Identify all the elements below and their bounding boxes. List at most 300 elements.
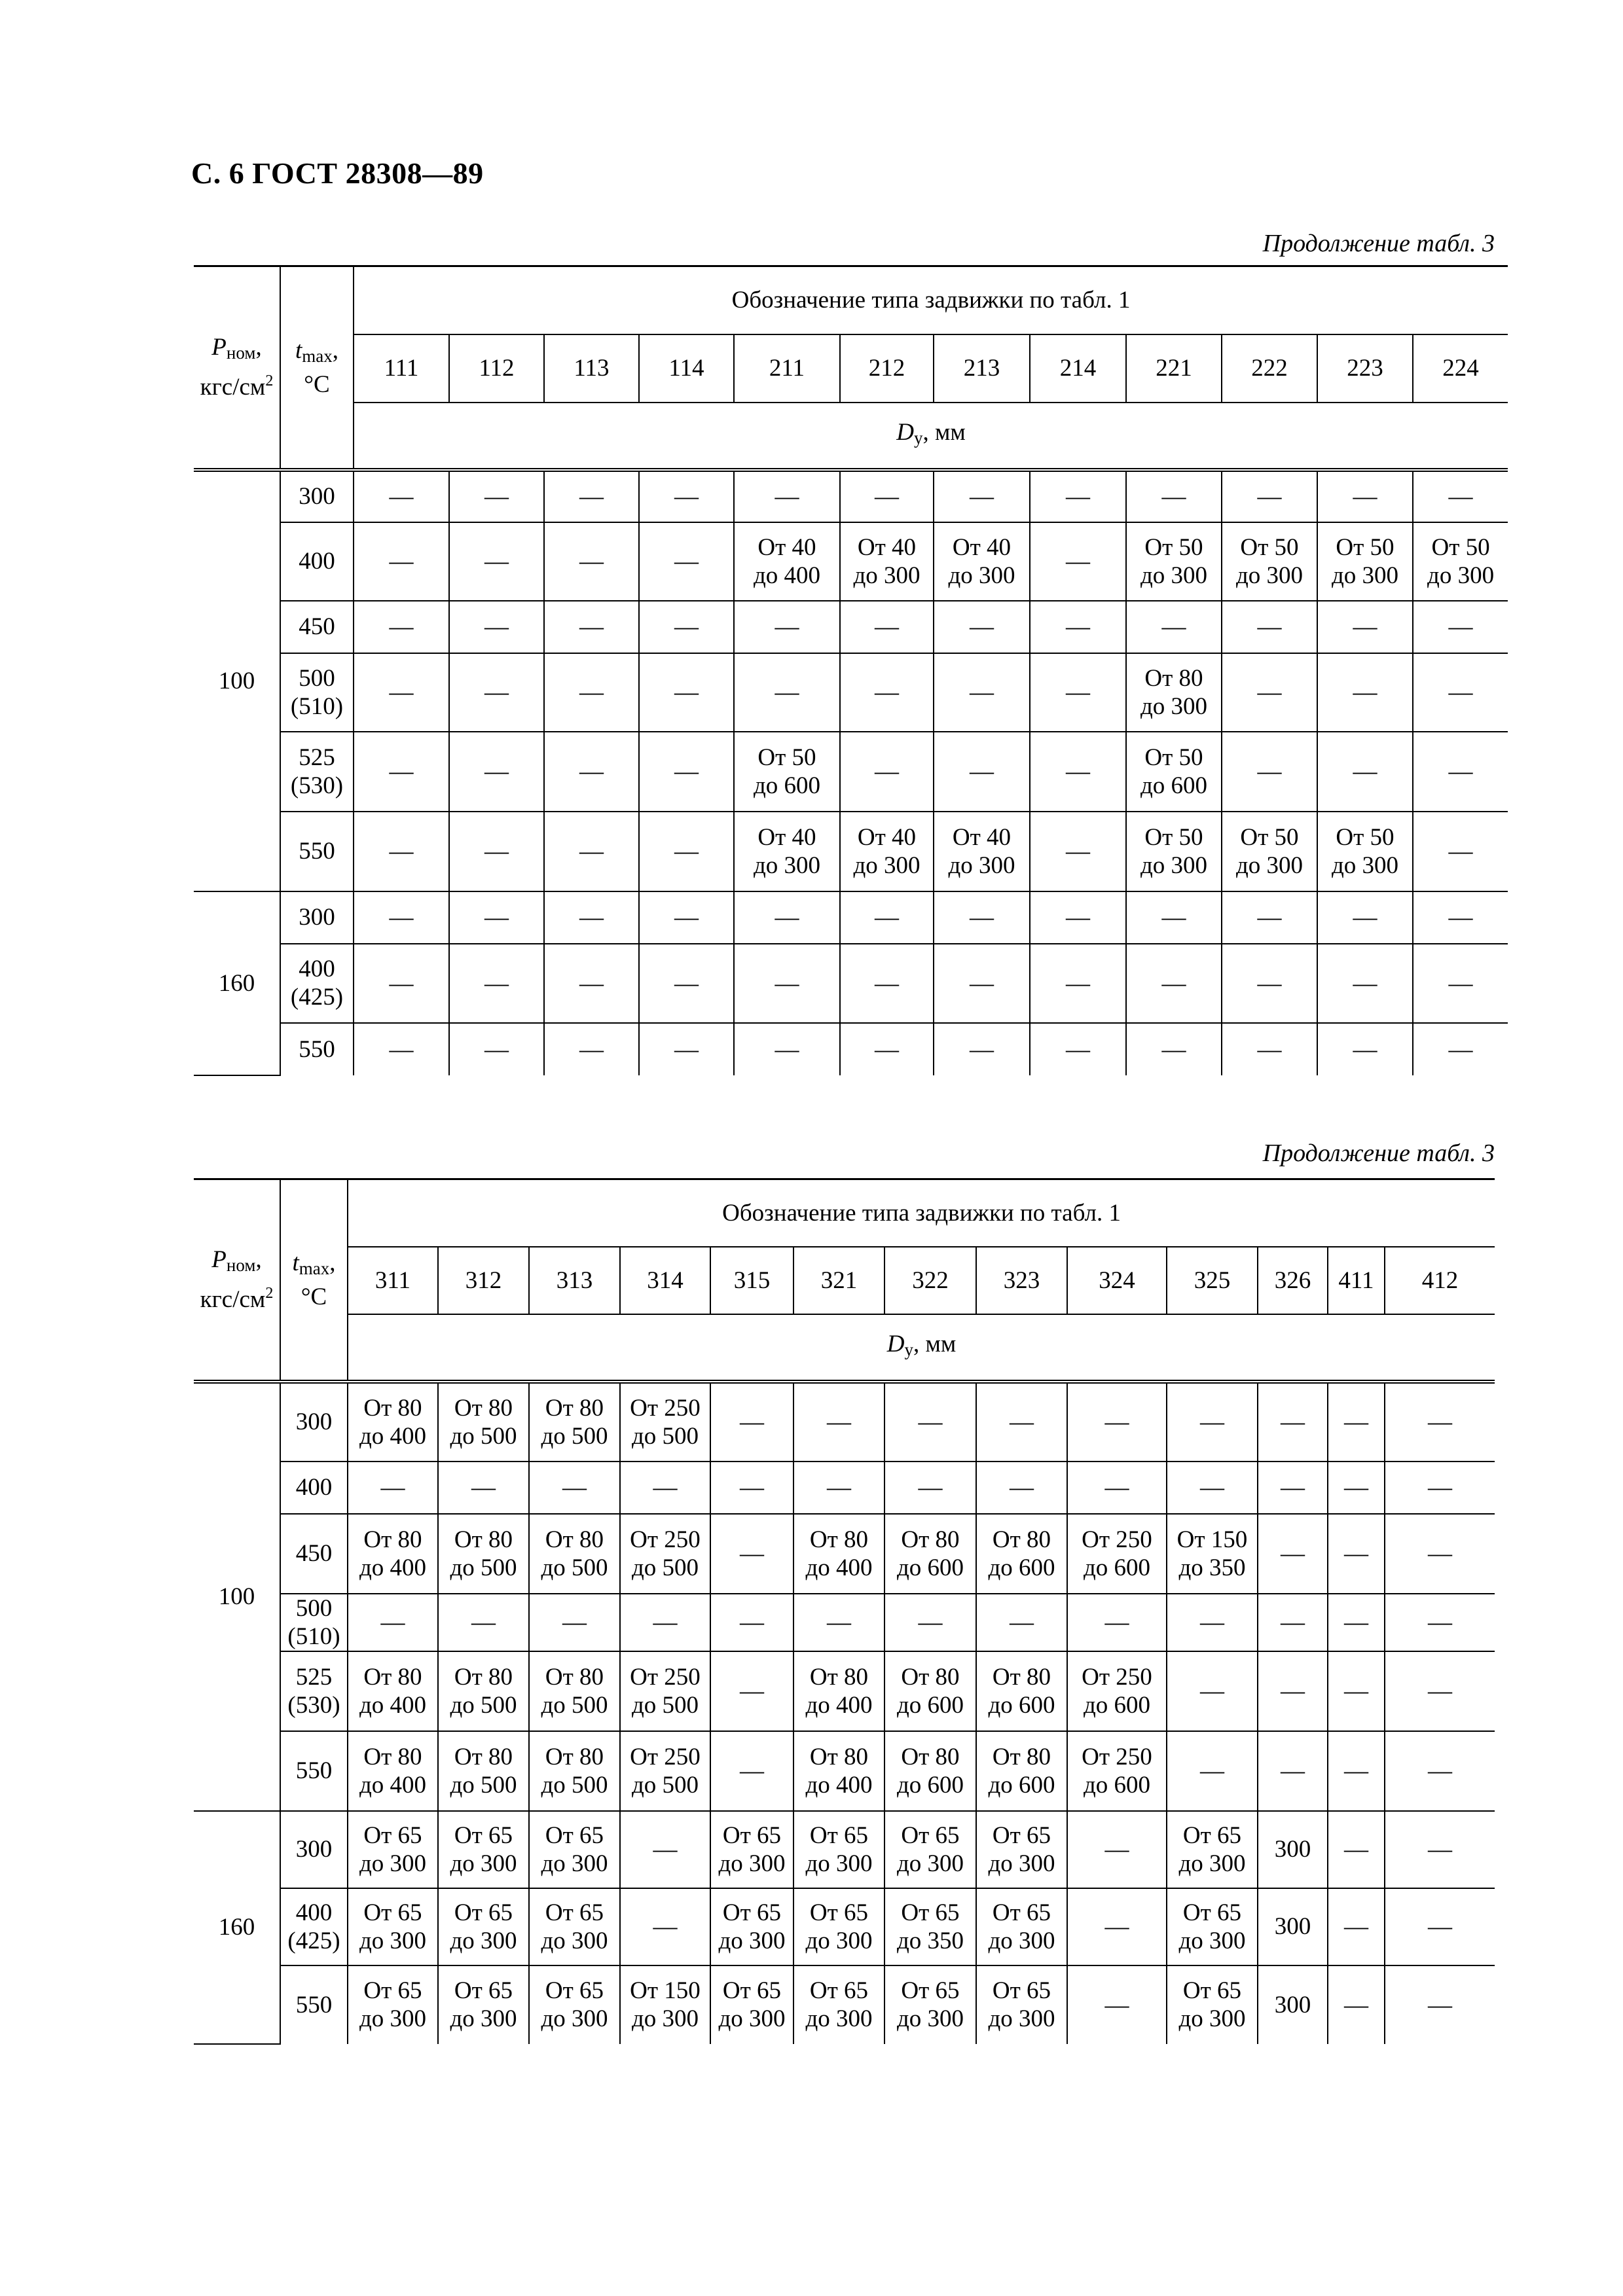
diameter-range-cell xyxy=(1317,653,1413,732)
temperature-value xyxy=(280,1514,348,1594)
diameter-range-cell xyxy=(840,891,934,944)
diameter-range-line: — xyxy=(1200,1408,1224,1435)
diameter-range-line: — xyxy=(1344,1408,1368,1435)
table-row xyxy=(194,1965,1495,2044)
temperature-header xyxy=(280,266,354,470)
diameter-range-cell xyxy=(354,944,449,1023)
diameter-range-line: — xyxy=(1066,679,1090,706)
diameter-range-line: От 65 xyxy=(454,1899,513,1926)
pressure-value: 160 xyxy=(194,1811,280,2044)
diameter-range-line: От 65 xyxy=(545,1821,604,1849)
diameter-range-cell xyxy=(1413,601,1508,653)
diameter-range-line: От 65 xyxy=(363,1899,422,1926)
diameter-range-cell xyxy=(529,1651,620,1731)
diameter-range-line: до 600 xyxy=(988,1691,1055,1719)
diameter-range-line: От 40 xyxy=(857,533,917,561)
diameter-range-line: От 50 xyxy=(1144,744,1203,771)
diameter-range-cell xyxy=(734,891,840,944)
diameter-range-line: — xyxy=(970,1035,994,1063)
diameter-range-cell xyxy=(1385,1382,1495,1462)
diameter-range-cell xyxy=(620,1462,710,1514)
diameter-range-line: — xyxy=(1448,1035,1473,1063)
diameter-range-cell xyxy=(934,470,1030,522)
diameter-range-line: — xyxy=(1281,1408,1305,1435)
diameter-range-line: — xyxy=(579,483,604,510)
diameter-range-line: — xyxy=(970,483,994,510)
diameter-range-line: до 300 xyxy=(1140,852,1208,879)
diameter-range-line: — xyxy=(1428,1609,1453,1636)
diameter-range-cell xyxy=(1258,1965,1328,2044)
diameter-range-cell xyxy=(1317,470,1413,522)
diameter-range-line: — xyxy=(970,969,994,997)
temperature-line: 550 xyxy=(299,838,335,865)
p-unit: кгс/см xyxy=(200,374,266,401)
page-header: С. 6 ГОСТ 28308—89 xyxy=(191,156,484,190)
diameter-range-cell xyxy=(620,1651,710,1731)
diameter-range-line: до 600 xyxy=(1083,1691,1151,1719)
diameter-range-line: — xyxy=(1066,1035,1090,1063)
diameter-range-line: до 600 xyxy=(1083,1771,1151,1799)
diameter-range-cell xyxy=(976,1514,1067,1594)
diameter-range-line: — xyxy=(1353,969,1377,997)
diameter-range-cell xyxy=(1067,1811,1167,1888)
p-subscript: ном xyxy=(226,343,256,363)
diameter-range-cell xyxy=(1385,1888,1495,1965)
diameter-range-line: — xyxy=(1428,1991,1453,2018)
diameter-range-line: От 50 xyxy=(1144,533,1203,561)
diameter-range-line: — xyxy=(1066,483,1090,510)
diameter-range-cell xyxy=(639,812,734,891)
diameter-range-cell xyxy=(734,944,840,1023)
diameter-range-line: до 300 xyxy=(359,2005,427,2032)
diameter-range-cell xyxy=(710,1888,793,1965)
diameter-range-cell xyxy=(1317,1023,1413,1075)
diameter-range-line: — xyxy=(1066,758,1090,785)
diameter-range-line: до 500 xyxy=(631,1691,699,1719)
diameter-range-cell xyxy=(1413,522,1508,601)
diameter-range-cell xyxy=(884,1382,976,1462)
diameter-range-line: От 40 xyxy=(952,823,1012,851)
diameter-range-line: до 300 xyxy=(948,852,1015,879)
diameter-range-line: — xyxy=(471,1474,496,1501)
temperature-header-symbol xyxy=(281,336,353,370)
table-row xyxy=(194,944,1508,1023)
diameter-range-cell xyxy=(1317,891,1413,944)
diameter-range-cell xyxy=(793,1811,884,1888)
type-number-header: 113 xyxy=(544,334,639,403)
p-unit-superscript: 2 xyxy=(265,372,274,390)
diameter-range-cell xyxy=(976,1462,1067,1514)
diameter-range-cell xyxy=(934,653,1030,732)
table-row xyxy=(194,1382,1495,1462)
table-caption: Продолжение табл. 3 xyxy=(1262,230,1495,257)
diameter-range-line: — xyxy=(1281,1609,1305,1636)
diameter-range-line: — xyxy=(562,1474,587,1501)
diameter-range-line: — xyxy=(1161,969,1186,997)
diameter-range-line: — xyxy=(471,1609,496,1636)
diameter-range-line: От 80 xyxy=(901,1526,960,1553)
diameter-range-line: От 250 xyxy=(630,1743,701,1770)
diameter-range-line: — xyxy=(740,1609,764,1636)
diameter-range-line: до 300 xyxy=(450,2005,517,2032)
diameter-range-line: — xyxy=(740,1540,764,1567)
diameter-range-line: От 65 xyxy=(1182,1821,1242,1849)
diameter-range-line: От 65 xyxy=(545,1899,604,1926)
diameter-range-line: — xyxy=(1257,758,1282,785)
diameter-range-line: — xyxy=(579,838,604,865)
temperature-value xyxy=(280,1651,348,1731)
diameter-range-cell xyxy=(840,653,934,732)
table-row xyxy=(194,653,1508,732)
diameter-range-cell xyxy=(884,1651,976,1731)
diameter-range-line: до 300 xyxy=(1331,852,1399,879)
diameter-range-cell xyxy=(884,1888,976,1965)
temperature-value xyxy=(280,812,354,891)
temperature-header-symbol xyxy=(281,1249,347,1283)
diameter-range-line: — xyxy=(875,969,899,997)
diameter-range-line: до 600 xyxy=(896,1771,964,1799)
table-caption: Продолжение табл. 3 xyxy=(1262,1139,1495,1167)
diameter-range-line: От 40 xyxy=(857,823,917,851)
diameter-range-line: От 80 xyxy=(363,1743,422,1770)
diameter-range-line: — xyxy=(1448,969,1473,997)
diameter-range-line: до 600 xyxy=(988,1771,1055,1799)
diameter-range-cell xyxy=(976,1651,1067,1731)
diameter-range-line: — xyxy=(1281,1757,1305,1784)
diameter-range-line: — xyxy=(1353,1035,1377,1063)
diameter-range-line: — xyxy=(1257,969,1282,997)
diameter-range-line: до 500 xyxy=(450,1691,517,1719)
temperature-line: 550 xyxy=(295,1991,333,2018)
diameter-range-line: — xyxy=(970,904,994,931)
type-number-header: 314 xyxy=(620,1247,710,1314)
diameter-range-line: до 300 xyxy=(988,1850,1055,1877)
diameter-range-line: — xyxy=(653,1609,678,1636)
diameter-range-line: — xyxy=(1428,1408,1453,1435)
type-number-header: 412 xyxy=(1385,1247,1495,1314)
type-number-header: 326 xyxy=(1258,1247,1328,1314)
temperature-value xyxy=(280,1731,348,1811)
diameter-range-line: — xyxy=(389,838,414,865)
diameter-range-line: От 65 xyxy=(454,1821,513,1849)
type-number-header: 214 xyxy=(1030,334,1126,403)
diameter-range-line: — xyxy=(389,904,414,931)
diameter-range-line: От 65 xyxy=(363,1977,422,2004)
diameter-range-cell xyxy=(354,470,449,522)
diameter-range-line: — xyxy=(1353,679,1377,706)
diameter-range-cell xyxy=(348,1965,438,2044)
diameter-range-line: до 500 xyxy=(541,1771,608,1799)
type-number-header: 224 xyxy=(1413,334,1508,403)
diameter-range-cell xyxy=(1317,732,1413,812)
diameter-range-cell xyxy=(1167,1731,1258,1811)
valve-type-group-header: Обозначение типа задвижки по табл. 1 xyxy=(348,1179,1495,1247)
diameter-range-line: От 65 xyxy=(901,1821,960,1849)
diameter-range-cell xyxy=(639,522,734,601)
diameter-range-cell xyxy=(529,1965,620,2044)
diameter-range-line: до 500 xyxy=(541,1691,608,1719)
diameter-range-line: — xyxy=(484,548,509,575)
diameter-range-line: — xyxy=(389,1035,414,1063)
diameter-range-cell xyxy=(620,1594,710,1651)
temperature-line: 300 xyxy=(295,1408,333,1435)
diameter-range-cell xyxy=(793,1965,884,2044)
diameter-range-cell xyxy=(438,1731,529,1811)
pressure-header xyxy=(194,1179,280,1382)
diameter-range-line: От 80 xyxy=(809,1526,869,1553)
diameter-range-cell xyxy=(734,601,840,653)
pressure-header xyxy=(194,266,280,470)
diameter-range-line: От 65 xyxy=(722,1821,782,1849)
diameter-range-cell xyxy=(976,1811,1067,1888)
dy-symbol: D xyxy=(896,419,914,446)
diameter-range-line: — xyxy=(674,679,699,706)
diameter-range-line: — xyxy=(1428,1677,1453,1704)
diameter-range-line: — xyxy=(1448,904,1473,931)
diameter-range-cell xyxy=(1385,1594,1495,1651)
diameter-range-cell xyxy=(1030,522,1126,601)
diameter-range-line: — xyxy=(484,904,509,931)
temperature-value xyxy=(280,522,354,601)
diameter-range-cell xyxy=(529,1594,620,1651)
diameter-range-line: От 65 xyxy=(809,1821,869,1849)
pressure-header-symbol xyxy=(194,333,280,367)
type-number-header: 212 xyxy=(840,334,934,403)
diameter-range-cell xyxy=(1222,470,1317,522)
diameter-range-cell xyxy=(793,1594,884,1651)
header-row xyxy=(194,1179,1495,1247)
diameter-range-cell xyxy=(710,1514,793,1594)
diameter-range-line: От 40 xyxy=(757,533,816,561)
diameter-range-cell xyxy=(1126,1023,1222,1075)
diameter-range-cell xyxy=(529,1514,620,1594)
diameter-range-cell xyxy=(1385,1462,1495,1514)
temperature-line: 300 xyxy=(295,1836,333,1863)
diameter-range-line: — xyxy=(1281,1540,1305,1567)
diameter-range-line: От 250 xyxy=(1082,1743,1152,1770)
table-row xyxy=(194,1811,1495,1888)
diameter-range-line: — xyxy=(775,613,799,640)
diameter-range-cell xyxy=(354,812,449,891)
diameter-range-cell xyxy=(840,601,934,653)
diameter-range-cell xyxy=(1030,1023,1126,1075)
diameter-range-cell xyxy=(1030,653,1126,732)
t-symbol: t xyxy=(292,1249,299,1276)
diameter-range-line: до 500 xyxy=(450,1771,517,1799)
diameter-range-cell xyxy=(1222,732,1317,812)
diameter-range-line: — xyxy=(484,613,509,640)
temperature-line: (510) xyxy=(287,1623,340,1650)
diameter-range-cell xyxy=(1126,470,1222,522)
diameter-range-cell xyxy=(934,812,1030,891)
temperature-line: 400 xyxy=(299,956,335,982)
diameter-range-cell xyxy=(710,1594,793,1651)
diameter-range-line: до 500 xyxy=(541,1422,608,1450)
table-row xyxy=(194,732,1508,812)
diameter-range-line: до 600 xyxy=(988,1554,1055,1581)
diameter-range-cell xyxy=(438,1514,529,1594)
pressure-value: 160 xyxy=(194,891,280,1075)
diameter-range-cell xyxy=(1167,1594,1258,1651)
diameter-range-cell xyxy=(884,1462,976,1514)
valve-table-2 xyxy=(194,1178,1495,2045)
diameter-range-line: — xyxy=(579,969,604,997)
temperature-value xyxy=(280,470,354,522)
diameter-range-line: От 65 xyxy=(992,1899,1051,1926)
diameter-range-line: — xyxy=(674,838,699,865)
diameter-range-cell xyxy=(449,1023,544,1075)
diameter-range-cell xyxy=(1328,1594,1385,1651)
diameter-range-line: до 300 xyxy=(1178,1927,1246,1954)
diameter-range-line: до 300 xyxy=(1178,1850,1246,1877)
diameter-range-cell xyxy=(793,1731,884,1811)
valve-table-1 xyxy=(194,265,1508,1076)
diameter-range-cell xyxy=(620,1514,710,1594)
temperature-line: (510) xyxy=(290,692,344,720)
temperature-value xyxy=(280,653,354,732)
diameter-range-line: — xyxy=(875,613,899,640)
diameter-range-line: — xyxy=(1257,1035,1282,1063)
diameter-range-line: — xyxy=(1257,679,1282,706)
diameter-range-cell xyxy=(840,732,934,812)
diameter-range-line: до 600 xyxy=(896,1691,964,1719)
type-number-header: 324 xyxy=(1067,1247,1167,1314)
diameter-range-cell xyxy=(1413,944,1508,1023)
diameter-range-cell xyxy=(793,1514,884,1594)
diameter-range-line: — xyxy=(1344,1677,1368,1704)
diameter-range-line: — xyxy=(775,679,799,706)
diameter-range-line: — xyxy=(389,613,414,640)
diameter-range-line: От 80 xyxy=(545,1394,604,1422)
diameter-range-line: От 40 xyxy=(952,533,1012,561)
diameter-range-line: 300 xyxy=(1274,1913,1311,1940)
diameter-range-cell xyxy=(976,1731,1067,1811)
diameter-range-line: От 80 xyxy=(454,1663,513,1691)
temperature-header xyxy=(280,1179,348,1382)
diameter-range-line: От 80 xyxy=(1144,664,1203,692)
temperature-line: 550 xyxy=(299,1035,335,1063)
diameter-range-cell xyxy=(1222,601,1317,653)
diameter-range-cell xyxy=(639,732,734,812)
diameter-range-line: — xyxy=(1066,613,1090,640)
diameter-range-cell xyxy=(1258,1888,1328,1965)
diameter-range-cell xyxy=(1222,653,1317,732)
diameter-range-cell xyxy=(1413,470,1508,522)
diameter-range-cell xyxy=(1126,944,1222,1023)
diameter-range-line: — xyxy=(1104,1991,1129,2018)
diameter-range-cell xyxy=(639,891,734,944)
diameter-range-cell xyxy=(1067,1514,1167,1594)
diameter-range-line: до 300 xyxy=(805,1850,873,1877)
diameter-range-line: От 80 xyxy=(901,1743,960,1770)
diameter-range-cell xyxy=(438,1382,529,1462)
diameter-range-line: — xyxy=(1066,904,1090,931)
diameter-range-line: От 65 xyxy=(454,1977,513,2004)
diameter-range-line: до 300 xyxy=(1331,562,1399,589)
diameter-range-line: до 300 xyxy=(631,2005,699,2032)
diameter-range-line: до 300 xyxy=(359,1850,427,1877)
temperature-line: 500 xyxy=(299,664,335,692)
diameter-range-cell xyxy=(734,1023,840,1075)
temperature-line: 300 xyxy=(299,483,335,510)
diameter-range-cell xyxy=(1413,812,1508,891)
temperature-line: (425) xyxy=(287,1927,340,1954)
diameter-range-line: до 400 xyxy=(359,1691,427,1719)
type-number-header: 325 xyxy=(1167,1247,1258,1314)
diameter-range-cell xyxy=(1385,1651,1495,1731)
diameter-range-cell xyxy=(1413,732,1508,812)
diameter-range-line: — xyxy=(1257,483,1282,510)
diameter-range-line: до 500 xyxy=(631,1771,699,1799)
diameter-range-line: до 500 xyxy=(450,1554,517,1581)
table-row xyxy=(194,1594,1495,1651)
diameter-range-cell xyxy=(710,1462,793,1514)
diameter-range-line: От 250 xyxy=(630,1394,701,1422)
diameter-range-line: — xyxy=(1353,483,1377,510)
diameter-range-cell xyxy=(1413,891,1508,944)
diameter-range-cell xyxy=(1222,812,1317,891)
diameter-range-line: — xyxy=(1344,1757,1368,1784)
diameter-range-cell xyxy=(976,1594,1067,1651)
diameter-range-cell xyxy=(734,732,840,812)
diameter-range-line: — xyxy=(970,679,994,706)
diameter-range-line: — xyxy=(653,1913,678,1940)
diameter-range-line: — xyxy=(875,483,899,510)
diameter-range-cell xyxy=(620,1811,710,1888)
diameter-range-line: до 300 xyxy=(805,2005,873,2032)
diameter-range-cell xyxy=(348,1811,438,1888)
diameter-range-line: От 65 xyxy=(992,1821,1051,1849)
dy-subscript: у xyxy=(904,1340,913,1359)
diameter-range-cell xyxy=(1258,1462,1328,1514)
diameter-range-cell xyxy=(734,522,840,601)
diameter-range-cell xyxy=(438,1462,529,1514)
diameter-range-cell xyxy=(1385,1811,1495,1888)
temperature-line: 450 xyxy=(295,1540,333,1567)
diameter-range-cell xyxy=(884,1514,976,1594)
diameter-range-line: 300 xyxy=(1274,1991,1311,2018)
temperature-value xyxy=(280,1462,348,1514)
diameter-range-cell xyxy=(1317,812,1413,891)
diameter-range-line: до 600 xyxy=(896,1554,964,1581)
diameter-range-cell xyxy=(1222,1023,1317,1075)
diameter-range-line: — xyxy=(674,758,699,785)
diameter-range-line: От 80 xyxy=(992,1743,1051,1770)
diameter-range-line: — xyxy=(674,904,699,931)
table-row xyxy=(194,891,1508,944)
diameter-range-line: до 300 xyxy=(541,1850,608,1877)
diameter-range-cell xyxy=(438,1594,529,1651)
diameter-range-cell xyxy=(449,891,544,944)
diameter-range-line: — xyxy=(1428,1474,1453,1501)
diameter-range-line: — xyxy=(1104,1836,1129,1863)
diameter-range-line: — xyxy=(1428,1757,1453,1784)
diameter-range-cell xyxy=(976,1888,1067,1965)
diameter-range-line: — xyxy=(1066,838,1090,865)
dy-subscript: у xyxy=(914,428,923,448)
diameter-range-cell xyxy=(1030,812,1126,891)
diameter-range-cell xyxy=(1067,1382,1167,1462)
type-number-header: 312 xyxy=(438,1247,529,1314)
dy-unit: , мм xyxy=(913,1331,957,1357)
diameter-range-cell xyxy=(1258,1594,1328,1651)
diameter-range-cell xyxy=(449,470,544,522)
diameter-range-cell xyxy=(1385,1965,1495,2044)
t-subscript: max xyxy=(299,1258,330,1278)
diameter-range-cell xyxy=(449,812,544,891)
diameter-range-cell xyxy=(348,1731,438,1811)
type-number-header: 322 xyxy=(884,1247,976,1314)
